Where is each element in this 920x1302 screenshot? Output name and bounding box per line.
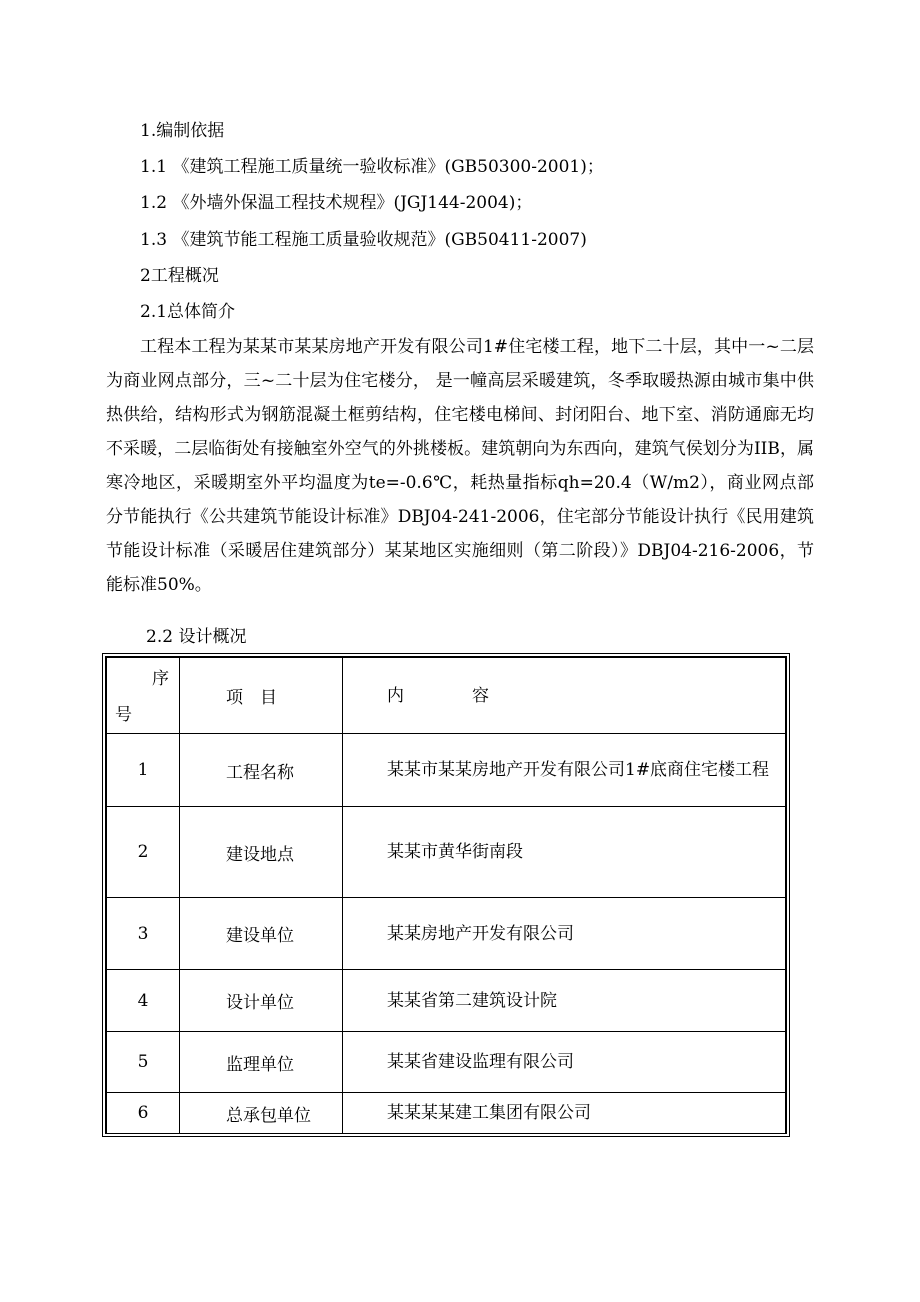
row-item-label: 工程名称 xyxy=(226,762,294,783)
row-content xyxy=(343,1032,786,1093)
row-content-label: 某某市黄华街南段 xyxy=(387,842,523,862)
section-2-2-title: 2.2 设计概况 xyxy=(146,627,247,647)
row-content-label: 某某省第二建筑设计院 xyxy=(387,990,557,1011)
section-2-1-title: 2.1总体简介 xyxy=(140,302,236,322)
row-item-label: 建设地点 xyxy=(226,844,294,865)
row-item-label: 设计单位 xyxy=(226,993,294,1013)
row-item xyxy=(180,807,343,898)
row-content xyxy=(343,898,786,970)
row-item xyxy=(180,970,343,1032)
overview-paragraph: 工程本工程为某某市某某房地产开发有限公司1#住宅楼工程，地下二十层，其中一~二层为商业网点部分，三~二十层为住宅楼分， 是一幢高层采暖建筑，冬季取暖热源由城市集中供热供给，结构形式为钢筋混凝土框剪结构，住宅楼电梯间、封闭阳台、地下室、消防通廊无均不采暖，二层临街处有接触室外空气的外挑楼板。建筑朝向为东西向，建筑气侯划分为IIB，属寒冷地区，采暖期室外平均温度为te=-0.6℃，耗热量指标qh=20.4（W/m2），商业网点部分节能执行《公共建筑节能设计标准》DBJ04-241-2006，住宅部分节能设计执行《民用建筑节能设计标准（采暖居住建筑部分）某某地区实施细则（第二阶段）》DBJ04-216-2006，节能标准50%。 xyxy=(106,337,814,595)
table-row xyxy=(107,734,786,807)
row-item-label: 总承包单位 xyxy=(226,1105,311,1126)
reference-1-1: 1.1 《建筑工程施工质量统一验收标准》(GB50300-2001)； xyxy=(140,157,604,177)
row-number: 3 xyxy=(107,898,180,970)
row-number: 1 xyxy=(107,734,180,807)
header-content-cell xyxy=(343,658,786,734)
row-content-label: 某某某某建工集团有限公司 xyxy=(387,1103,591,1123)
table-row xyxy=(107,807,786,898)
header-content-label: 内 容 xyxy=(387,685,489,706)
section-1-title: 1.编制依据 xyxy=(140,121,225,141)
table-header-row xyxy=(107,658,786,734)
table-row xyxy=(107,1093,786,1134)
reference-1-2: 1.2 《外墙外保温工程技术规程》(JGJ144-2004)； xyxy=(140,193,533,213)
row-item xyxy=(180,898,343,970)
row-item-label: 建设单位 xyxy=(226,926,294,946)
design-overview-table xyxy=(102,653,790,1137)
row-content xyxy=(343,734,786,807)
table-row xyxy=(107,970,786,1032)
header-item-cell xyxy=(180,658,343,734)
row-content-label: 某某市某某房地产开发有限公司1#底商住宅楼工程 xyxy=(387,760,770,780)
reference-1-3: 1.3 《建筑节能工程施工质量验收规范》(GB50411-2007) xyxy=(140,230,587,250)
header-item-label: 项 目 xyxy=(226,688,277,708)
table-row xyxy=(107,898,786,970)
row-number: 2 xyxy=(107,807,180,898)
row-item xyxy=(180,734,343,807)
table-row xyxy=(107,1032,786,1093)
row-number: 5 xyxy=(107,1032,180,1093)
row-item xyxy=(180,1093,343,1134)
row-number: 4 xyxy=(107,970,180,1032)
row-content xyxy=(343,1093,786,1134)
section-2-title: 2工程概况 xyxy=(140,266,219,286)
row-content-label: 某某房地产开发有限公司 xyxy=(387,923,574,944)
header-seq-cell xyxy=(107,658,180,734)
row-item-label: 监理单位 xyxy=(226,1054,294,1075)
row-number: 6 xyxy=(107,1093,180,1134)
header-seq-bottom: 号 xyxy=(115,705,132,725)
row-content-label: 某某省建设监理有限公司 xyxy=(387,1052,574,1072)
row-item xyxy=(180,1032,343,1093)
row-content xyxy=(343,807,786,898)
row-content xyxy=(343,970,786,1032)
header-seq-top: 序 xyxy=(152,669,169,689)
